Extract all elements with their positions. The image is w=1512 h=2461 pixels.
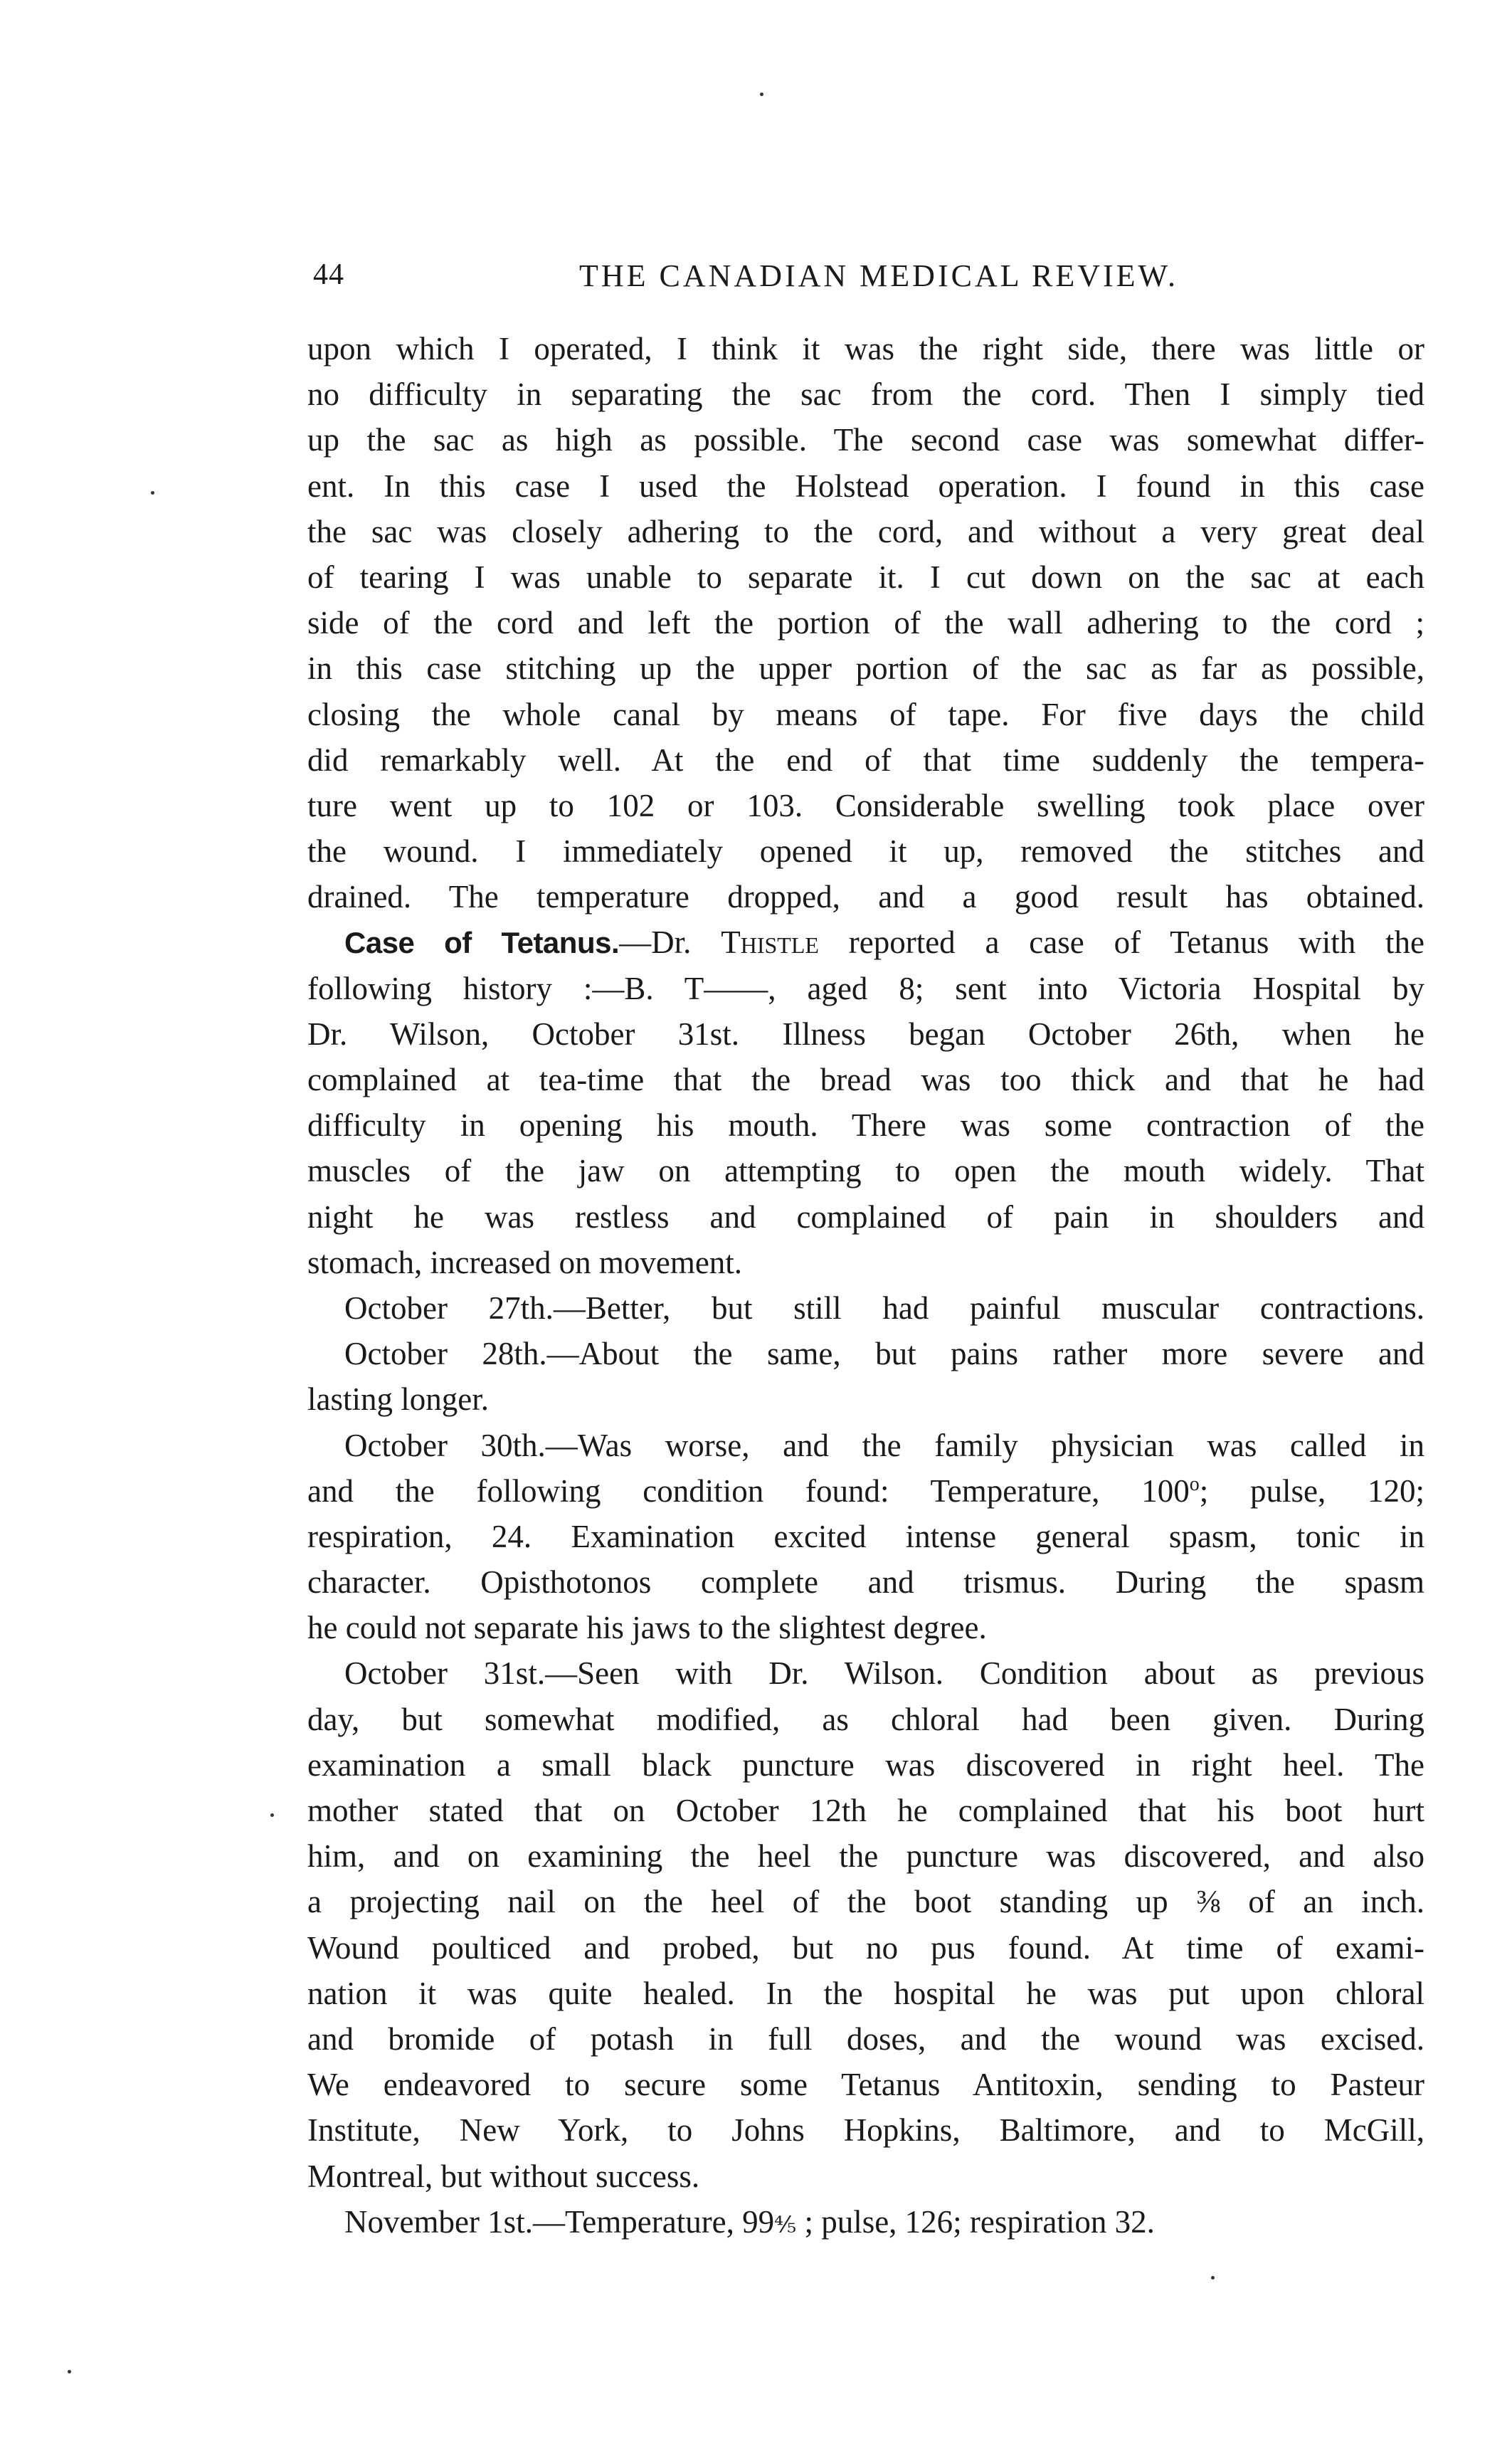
text-line: closing the whole canal by means of tape. For five days the child <box>307 696 1424 732</box>
text-run: reported a case of Tetanus with the <box>818 924 1425 961</box>
fraction: ⅘ <box>774 2211 797 2238</box>
text-line: character. Opisthotonos complete and trismus. During the spasm <box>307 1564 1424 1601</box>
text-line: no difficulty in separating the sac from the cord. Then I simply tied <box>307 376 1424 413</box>
text-line: following history :—B. T——, aged 8; sent into Victoria Hospital by <box>307 970 1424 1006</box>
text-line: Dr. Wilson, October 31st. Illness began October 26th, when he <box>307 1016 1424 1052</box>
text-line: him, and on examining the heel the puncture was discovered, and also <box>307 1838 1424 1875</box>
text-line: of tearing I was unable to separate it. I cut down on the sac at each <box>307 559 1424 595</box>
text-line: complained at tea-time that the bread was too thick and that he had <box>307 1062 1424 1097</box>
text-line: Montreal, but without success. <box>307 2158 700 2194</box>
running-header <box>306 258 1423 307</box>
text-line: drained. The temperature dropped, and a good result has obtained. <box>307 879 1424 915</box>
text-line: and bromide of potash in full doses, and the wound was excised. <box>307 2020 1424 2057</box>
text-line: ture went up to 102 or 103. Considerable swelling took place over <box>307 787 1424 823</box>
text-line: ent. In this case I used the Holstead operation. I found in this case <box>307 468 1424 504</box>
text-run: November 1st.—Temperature, 99 <box>344 2203 775 2240</box>
text-line: muscles of the jaw on attempting to open the mouth widely. That <box>307 1153 1424 1189</box>
running-title: THE CANADIAN MEDICAL REVIEW. <box>579 258 1178 293</box>
text-run: ; pulse, 120; <box>1199 1472 1424 1509</box>
text-line <box>307 2199 1424 2245</box>
text-line <box>307 1468 1424 1514</box>
article-body <box>307 326 1424 2245</box>
text-line: October 31st.—Seen with Dr. Wilson. Condition about as previous <box>344 1655 1424 1692</box>
degree-mark: o <box>1189 1472 1200 1495</box>
text-line <box>307 1879 1424 1924</box>
case-heading: Case of Tetanus. <box>344 926 620 960</box>
text-line: side of the cord and left the portion of the wall adhering to the cord ; <box>307 605 1424 641</box>
text-run: a projecting nail on the heel of the boot standing up <box>307 1884 1197 1920</box>
print-speck <box>760 93 763 96</box>
text-line: in this case stitching up the upper portion of the sac as far as possible, <box>307 650 1424 687</box>
paragraph-case-of-tetanus <box>307 919 1424 1285</box>
text-line: day, but somewhat modified, as chloral had been given. During <box>307 1701 1424 1737</box>
print-speck <box>270 1813 274 1817</box>
text-run: —Dr. <box>619 924 721 961</box>
paragraph-october-27 <box>307 1285 1424 1331</box>
text-line: the wound. I immediately opened it up, removed the stitches and <box>307 833 1424 870</box>
text-line: respiration, 24. Examination excited intense general spasm, tonic in <box>307 1518 1424 1554</box>
text-line: he could not separate his jaws to the slightest degree. <box>307 1610 987 1646</box>
paragraph-operation <box>307 326 1424 919</box>
paragraph-october-30 <box>307 1423 1424 1651</box>
text-line: examination a small black puncture was discovered in right heel. The <box>307 1746 1424 1783</box>
paragraph-november-1 <box>307 2199 1424 2245</box>
print-speck <box>151 491 154 495</box>
paragraph-october-28 <box>307 1331 1424 1422</box>
doctor-name: Thistle <box>721 924 819 961</box>
text-line: October 28th.—About the same, but pains rather more severe and <box>344 1336 1424 1372</box>
text-line: night he was restless and complained of pain in shoulders and <box>307 1198 1424 1235</box>
text-line: October 27th.—Better, but still had painful muscular contractions. <box>344 1290 1424 1326</box>
text-line: stomach, increased on movement. <box>307 1244 743 1280</box>
text-run: ; pulse, 126; respiration 32. <box>796 2203 1155 2240</box>
text-line: Institute, New York, to Johns Hopkins, Baltimore, and to McGill, <box>307 2112 1424 2149</box>
text-line: Wound poulticed and probed, but no pus found. At time of exami- <box>307 1929 1424 1966</box>
text-line: mother stated that on October 12th he complained that his boot hurt <box>307 1793 1424 1828</box>
text-run: and the following condition found: Temperature, 100 <box>307 1472 1190 1509</box>
fraction: ⅜ <box>1196 1884 1220 1920</box>
paragraph-october-31 <box>307 1650 1424 2198</box>
text-run: of an inch. <box>1220 1884 1424 1920</box>
page-number: 44 <box>313 258 344 291</box>
text-line: We endeavored to secure some Tetanus Antitoxin, sending to Pasteur <box>307 2067 1424 2103</box>
text-line: did remarkably well. At the end of that time suddenly the tempera- <box>307 742 1424 778</box>
text-line: up the sac as high as possible. The second case was somewhat differ- <box>307 422 1424 458</box>
text-line <box>307 919 1424 965</box>
print-speck <box>1211 2276 1215 2280</box>
text-line: the sac was closely adhering to the cord, and without a very great deal <box>307 513 1424 549</box>
text-line: October 30th.—Was worse, and the family physician was called in <box>344 1427 1424 1463</box>
text-line: upon which I operated, I think it was the right side, there was little or <box>307 331 1424 367</box>
text-line: difficulty in opening his mouth. There was some contraction of the <box>307 1107 1424 1144</box>
text-line: lasting longer. <box>307 1381 489 1418</box>
print-speck <box>68 2370 71 2373</box>
text-line: nation it was quite healed. In the hospital he was put upon chloral <box>307 1975 1424 2011</box>
